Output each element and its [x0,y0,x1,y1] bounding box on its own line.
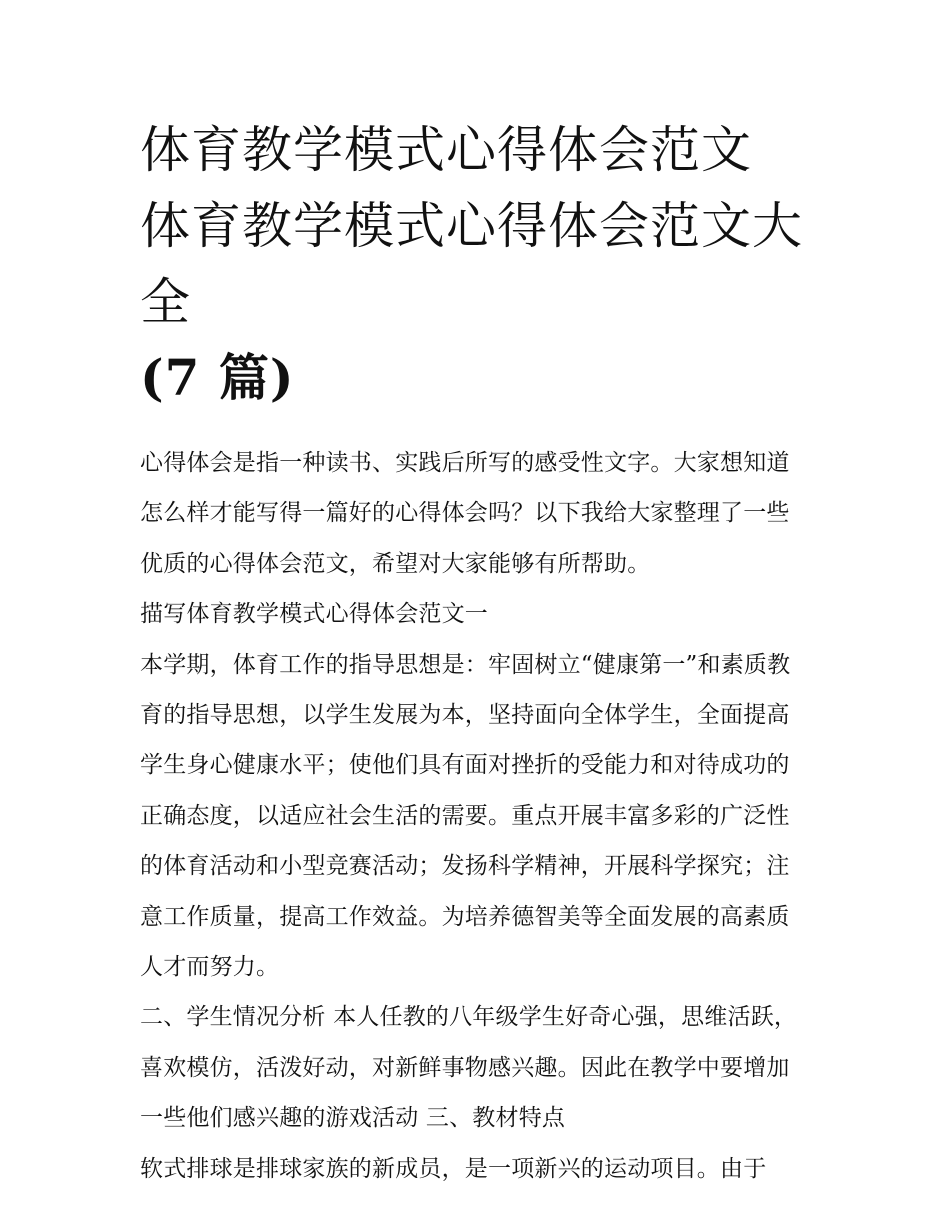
document-title [140,112,812,416]
soft-volleyball-paragraph: 软式排球是排球家族的新成员，是一项新兴的运动项目。由于 [140,1155,767,1182]
student-analysis-paragraph: 二、学生情况分析 本人任教的八年级学生好奇心强，思维活跃，喜欢模仿，活泼好动，对新鲜事物感兴趣。因此在教学中要增加一些他们感兴趣的游戏活动 三、教材特点 [140,1004,798,1132]
guiding-ideology-paragraph: 本学期，体育工作的指导思想是：牢固树立“健康第一”和素质教育的指导思想，以学生发展为本，坚持面向全体学生，全面提高学生身心健康水平；使他们具有面对挫折的受能力和对待成功的正确态度，以适应社会生活的需要。重点开展丰富多彩的广泛性的体育活动和小型竞赛活动；发扬科学精神，开展科学探究；注意工作质量，提高工作效益。为培养德智美等全面发展的高素质人才而努力。 [140,651,791,981]
document-page [140,112,812,1194]
title-main-text: 体育教学模式心得体会范文 体育教学模式心得体会范文大全 [140,121,803,331]
document-body [140,438,812,1194]
intro-paragraph: 心得体会是指一种读书、实践后所写的感受性文字。大家想知道怎么样才能写得一篇好的心得体会吗？以下我给大家整理了一些优质的心得体会范文，希望对大家能够有所帮助。 [140,450,790,577]
section-heading-essay-one: 描写体育教学模式心得体会范文一 [140,601,488,628]
title-count-suffix: (7 篇) [140,348,295,407]
